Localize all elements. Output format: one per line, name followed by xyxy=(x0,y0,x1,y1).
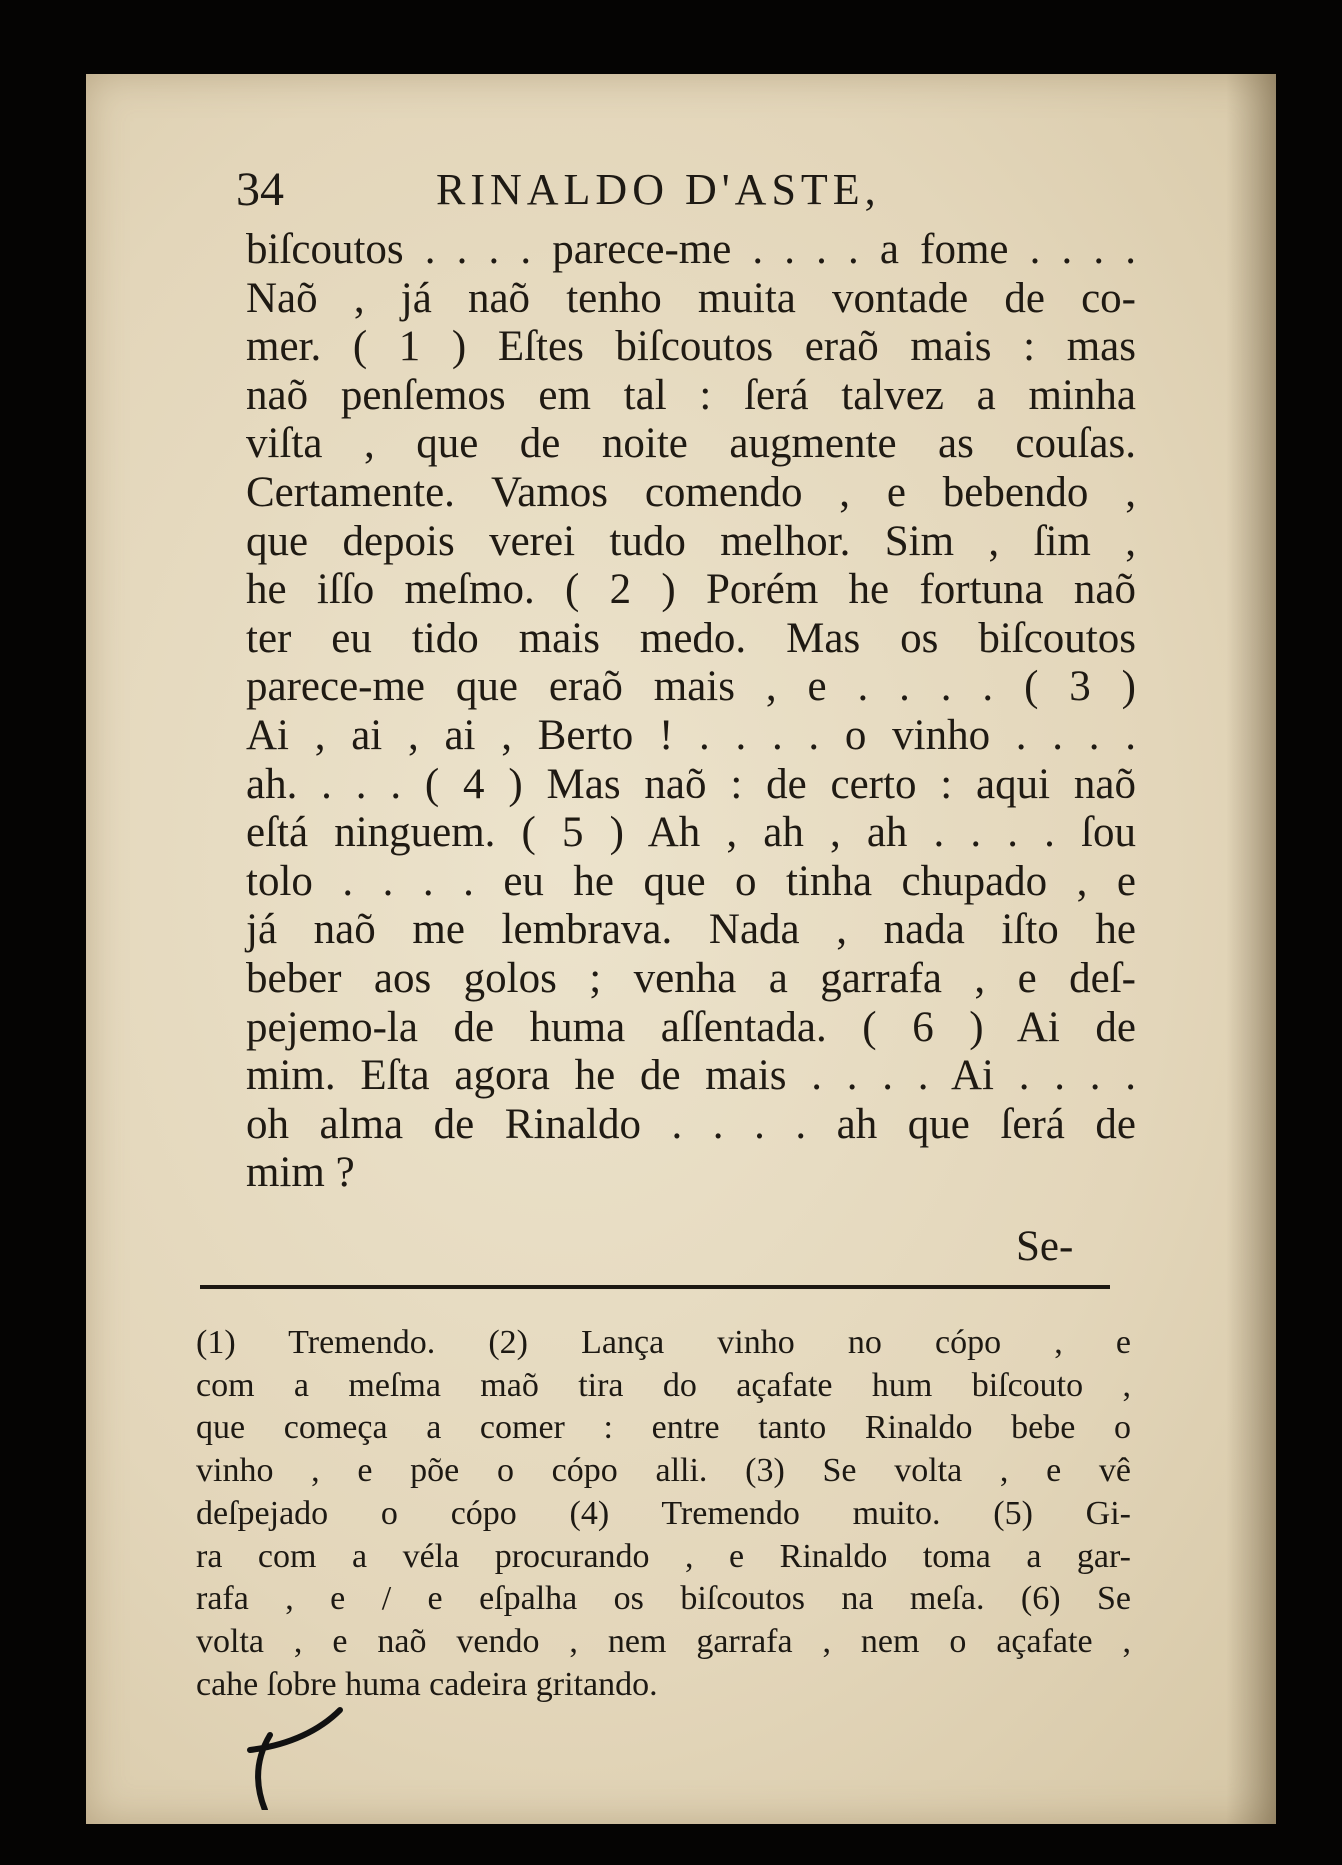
text-line: parece-me que eraõ mais , e . . . . ( 3 ) xyxy=(246,663,1136,711)
footnotes xyxy=(196,1322,1131,1706)
footnote-line: com a meſma maõ tira do açafate hum biſcouto , xyxy=(196,1366,1131,1404)
body-text xyxy=(246,226,1136,1198)
page-header xyxy=(236,160,956,220)
footnote-rule xyxy=(200,1285,1110,1289)
text-line: he iſſo meſmo. ( 2 ) Porém he fortuna naõ xyxy=(246,566,1136,614)
text-line: já naõ me lembrava. Nada , nada iſto he xyxy=(246,906,1136,954)
text-line: mer. ( 1 ) Eſtes biſcoutos eraõ mais : mas xyxy=(246,323,1136,371)
footnote-line: rafa , e / e eſpalha os biſcoutos na meſa. (6) Se xyxy=(196,1580,1131,1618)
text-line: tolo . . . . eu he que o tinha chupado , e xyxy=(246,857,1136,905)
running-head: RINALDO D'ASTE, xyxy=(436,165,881,214)
footnote-line: vinho , e põe o cópo alli. (3) Se volta , e vê xyxy=(196,1452,1131,1490)
text-line: oh alma de Rinaldo . . . . ah que ſerá de xyxy=(246,1100,1136,1148)
footnote-line: cahe ſobre huma cadeira gritando. xyxy=(196,1665,658,1703)
text-line: Naõ , já naõ tenho muita vontade de co- xyxy=(246,274,1136,322)
text-line: viſta , que de noite augmente as couſas. xyxy=(246,420,1136,468)
text-line: ah. . . . ( 4 ) Mas naõ : de certo : aqui naõ xyxy=(246,760,1136,808)
footnote-line: volta , e naõ vendo , nem garrafa , nem o açafate , xyxy=(196,1622,1131,1660)
footnote-line: ra com a véla procurando , e Rinaldo toma a gar- xyxy=(196,1537,1131,1575)
text-line: pejemo-la de huma aſſentada. ( 6 ) Ai de xyxy=(246,1003,1136,1051)
text-line: mim. Eſta agora he de mais . . . . Ai . . . . xyxy=(246,1052,1136,1100)
text-line: Certamente. Vamos comendo , e bebendo , xyxy=(246,468,1136,516)
text-line: ter eu tido mais medo. Mas os biſcoutos xyxy=(246,614,1136,662)
footnote-line: deſpejado o cópo (4) Tremendo muito. (5) Gi- xyxy=(196,1494,1131,1532)
text-line: mim ? xyxy=(246,1149,355,1197)
text-line: biſcoutos . . . . parece-me . . . . a fome . . . . xyxy=(246,226,1136,273)
text-line: naõ penſemos em tal : ſerá talvez a minha xyxy=(246,371,1136,419)
page-number: 34 xyxy=(236,163,284,216)
text-line: Ai , ai , ai , Berto ! . . . . o vinho . . . . xyxy=(246,711,1136,759)
text-line: beber aos golos ; venha a garrafa , e deſ- xyxy=(246,954,1136,1002)
footnote-line: que começa a comer : entre tanto Rinaldo bebe o xyxy=(196,1409,1131,1447)
ink-scrawl xyxy=(230,1690,350,1810)
text-line: que depois verei tudo melhor. Sim , ſim , xyxy=(246,517,1136,565)
catchword: Se- xyxy=(1016,1223,1074,1270)
text-line: eſtá ninguem. ( 5 ) Ah , ah , ah . . . . ſou xyxy=(246,809,1136,857)
footnote-line: (1) Tremendo. (2) Lança vinho no cópo , e xyxy=(196,1324,1131,1361)
